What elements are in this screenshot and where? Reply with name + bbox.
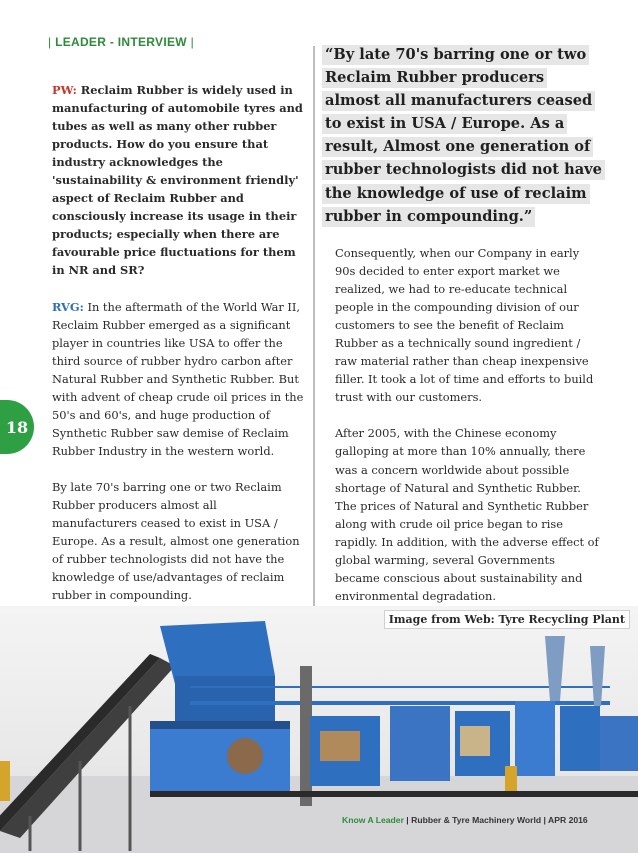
footer-section: Know A Leader — [342, 815, 404, 825]
pw-tag: PW: — [52, 83, 77, 97]
answer-paragraph-2: By late 70's barring one or two Reclaim Rubber producers almost all manufacturers ceased to exist in USA / Europe. As a result, almost one generation of rubber technologists did not have the knowledge of use/advantages of reclaim rubber in compounding. — [52, 479, 300, 603]
answer-paragraph-1 — [52, 298, 304, 460]
pull-quote-text: “By late 70's barring one or two Reclaim Rubber producers almost all manufacturers ceased to exist in USA / Europe. As a result, Almost one generation of rubber technologists did not have the knowledge of use of reclaim rubber in compounding.” — [322, 45, 605, 227]
image-caption: Image from Web: Tyre Recycling Plant — [384, 610, 630, 629]
page-footer: Know A Leader | Rubber & Tyre Machinery World | APR 2016 — [342, 815, 588, 825]
footer-publication: Rubber & Tyre Machinery World — [411, 815, 542, 825]
page-number: 18 — [5, 417, 29, 437]
footer-date: APR 2016 — [548, 815, 588, 825]
section-header: | LEADER - INTERVIEW | — [48, 35, 194, 49]
column-divider — [313, 46, 315, 606]
left-column — [52, 81, 304, 622]
page-number-badge — [0, 400, 34, 454]
section-title: LEADER - INTERVIEW — [55, 35, 187, 49]
right-paragraph-2: After 2005, with the Chinese economy galloping at more than 10% annually, there was a concern worldwide about possible shortage of Natural and Synthetic Rubber. The prices of Natural and Synthetic Rubber along with crude oil price began to rise rapidly. In addition, with the adverse effect of global warming, several Governments became conscious about sustainability and environmental degradation. — [335, 426, 599, 603]
rvg-tag: RVG: — [52, 299, 84, 314]
pull-quote — [322, 43, 602, 228]
right-column — [335, 244, 603, 623]
answer-text-1: In the aftermath of the World War II, Reclaim Rubber emerged as a significant player in countries like USA to offer the third source of rubber hydro carbon after Natural Rubber and Synthetic Rubber. But with advent of cheap crude oil prices in the 50's and 60's, and huge production of Synthetic Rubber saw demise of Reclaim Rubber Industry in the western world. — [52, 299, 304, 458]
question-paragraph — [52, 81, 304, 280]
right-paragraph-1: Consequently, when our Company in early 90s decided to enter export market we realized, we had to re-educate technical people in the compounding division of our customers to see the benefit of Reclaim Rubber as a technically sound ingredient / raw material rather than cheap inexpensive filler. It took a lot of time and efforts to build trust with our customers. — [335, 246, 594, 405]
question-text: Reclaim Rubber is widely used in manufacturing of automobile tyres and tubes as well as many other rubber products. How do you ensure that industry acknowledges the 'sustainability & environment friendly' aspect of Reclaim Rubber and consciously increase its usage in their products; especially when there are favourable price fluctuations for them in NR and SR? — [52, 83, 303, 278]
